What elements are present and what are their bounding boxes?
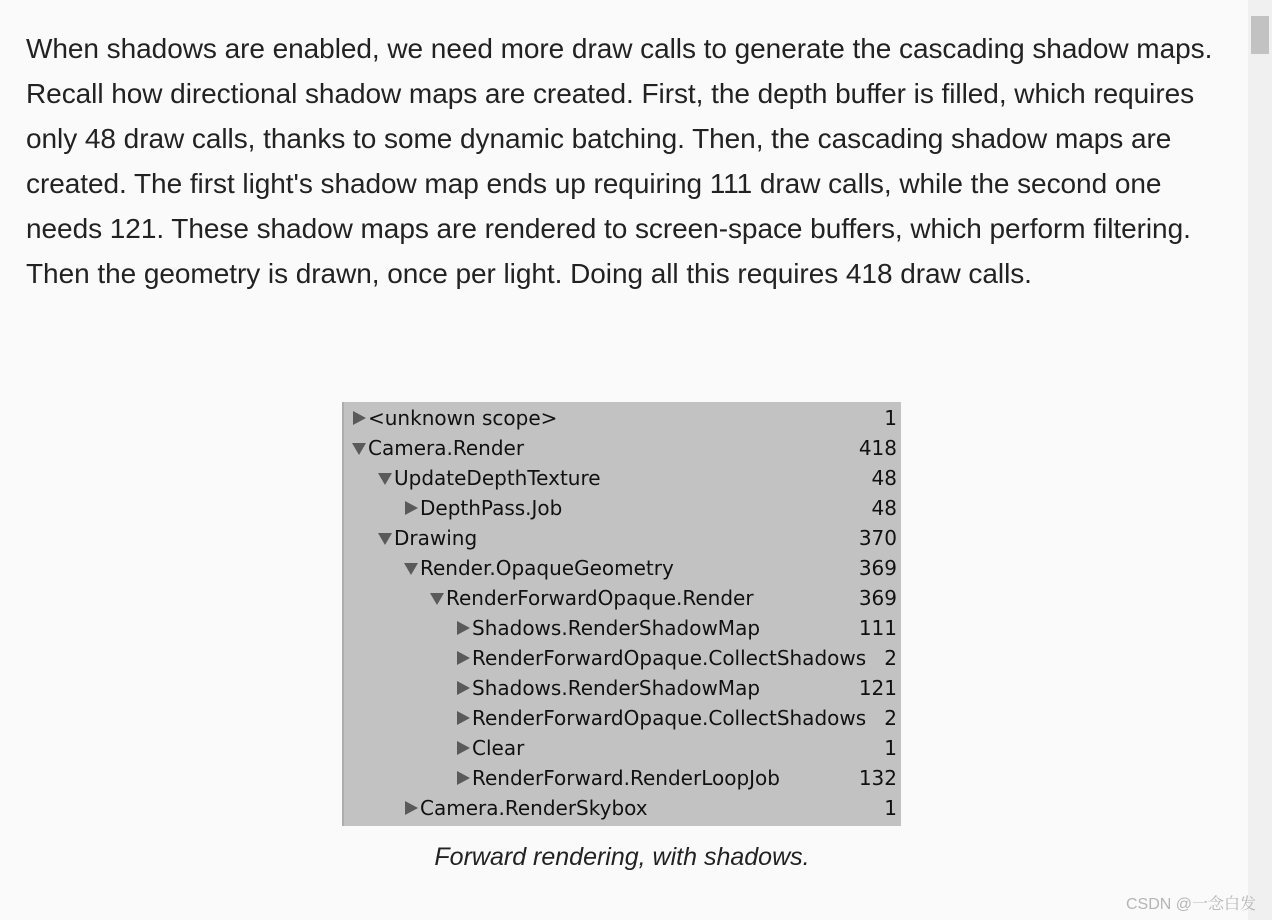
- row-label: RenderForward.RenderLoopJob: [472, 766, 780, 790]
- profiler-row[interactable]: [344, 493, 901, 523]
- profiler-row[interactable]: [344, 703, 901, 733]
- row-label: Camera.Render: [368, 436, 525, 460]
- scrollbar-thumb[interactable]: [1251, 16, 1269, 54]
- collapsed-triangle-icon[interactable]: [456, 613, 470, 643]
- expanded-triangle-icon[interactable]: [378, 463, 392, 493]
- collapsed-triangle-icon[interactable]: [456, 733, 470, 763]
- profiler-screenshot: [342, 402, 901, 826]
- profiler-row[interactable]: [344, 643, 901, 673]
- expanded-triangle-icon[interactable]: [378, 523, 392, 553]
- collapsed-triangle-icon[interactable]: [456, 643, 470, 673]
- row-count: 370: [858, 526, 897, 550]
- collapsed-triangle-icon[interactable]: [404, 793, 418, 823]
- figure-caption: Forward rendering, with shadows.: [434, 843, 810, 871]
- row-label: Shadows.RenderShadowMap: [472, 616, 761, 640]
- watermark: CSDN @一念白发: [1125, 896, 1256, 913]
- profiler-row[interactable]: [344, 763, 901, 793]
- collapsed-triangle-icon[interactable]: [456, 703, 470, 733]
- row-count: 121: [858, 676, 897, 700]
- row-count: 132: [858, 766, 897, 790]
- row-count: 1: [884, 796, 897, 820]
- collapsed-triangle-icon[interactable]: [456, 763, 470, 793]
- collapsed-triangle-icon[interactable]: [404, 493, 418, 523]
- profiler-row[interactable]: [344, 403, 901, 433]
- row-count: 2: [884, 646, 897, 670]
- row-label: Render.OpaqueGeometry: [420, 556, 674, 580]
- article: [26, 26, 1226, 296]
- row-count: 48: [871, 496, 897, 520]
- collapsed-triangle-icon[interactable]: [352, 403, 366, 433]
- profiler-row[interactable]: [344, 523, 901, 553]
- collapsed-triangle-icon[interactable]: [456, 673, 470, 703]
- row-label: RenderForwardOpaque.Render: [446, 586, 754, 610]
- row-label: <unknown scope>: [368, 406, 558, 430]
- row-label: UpdateDepthTexture: [394, 466, 601, 490]
- row-count: 369: [858, 586, 897, 610]
- row-label: Shadows.RenderShadowMap: [472, 676, 761, 700]
- expanded-triangle-icon[interactable]: [430, 583, 444, 613]
- row-count: 1: [884, 406, 897, 430]
- profiler-row[interactable]: [344, 613, 901, 643]
- row-label: Camera.RenderSkybox: [420, 796, 648, 820]
- row-count: 1: [884, 736, 897, 760]
- row-count: 369: [858, 556, 897, 580]
- profiler-row[interactable]: [344, 733, 901, 763]
- profiler-row[interactable]: [344, 673, 901, 703]
- vertical-scrollbar[interactable]: [1248, 0, 1272, 920]
- row-label: RenderForwardOpaque.CollectShadows: [472, 706, 867, 730]
- row-count: 48: [871, 466, 897, 490]
- profiler-row[interactable]: [344, 463, 901, 493]
- profiler-row[interactable]: [344, 793, 901, 823]
- row-count: 418: [858, 436, 897, 460]
- row-label: Clear: [472, 736, 525, 760]
- profiler-row[interactable]: [344, 433, 901, 463]
- row-label: Drawing: [394, 526, 478, 550]
- profiler-row[interactable]: [344, 583, 901, 613]
- row-count: 2: [884, 706, 897, 730]
- row-label: RenderForwardOpaque.CollectShadows: [472, 646, 867, 670]
- body-paragraph: When shadows are enabled, we need more draw calls to generate the cascading shadow maps. Recall how directional shadow maps are created. First, the depth buffer is filled, which requires only 48 draw calls, thanks to some dynamic batching. Then, the cascading shadow maps are created. The first light's shadow map ends up requiring 111 draw calls, while the second one needs 121. These shadow maps are rendered to screen-space buffers, which perform filtering. Then the geometry is drawn, once per light. Doing all this requires 418 draw calls.: [26, 33, 1213, 289]
- row-label: DepthPass.Job: [420, 496, 563, 520]
- expanded-triangle-icon[interactable]: [404, 553, 418, 583]
- row-count: 111: [858, 616, 897, 640]
- profiler-row[interactable]: [344, 553, 901, 583]
- expanded-triangle-icon[interactable]: [352, 433, 366, 463]
